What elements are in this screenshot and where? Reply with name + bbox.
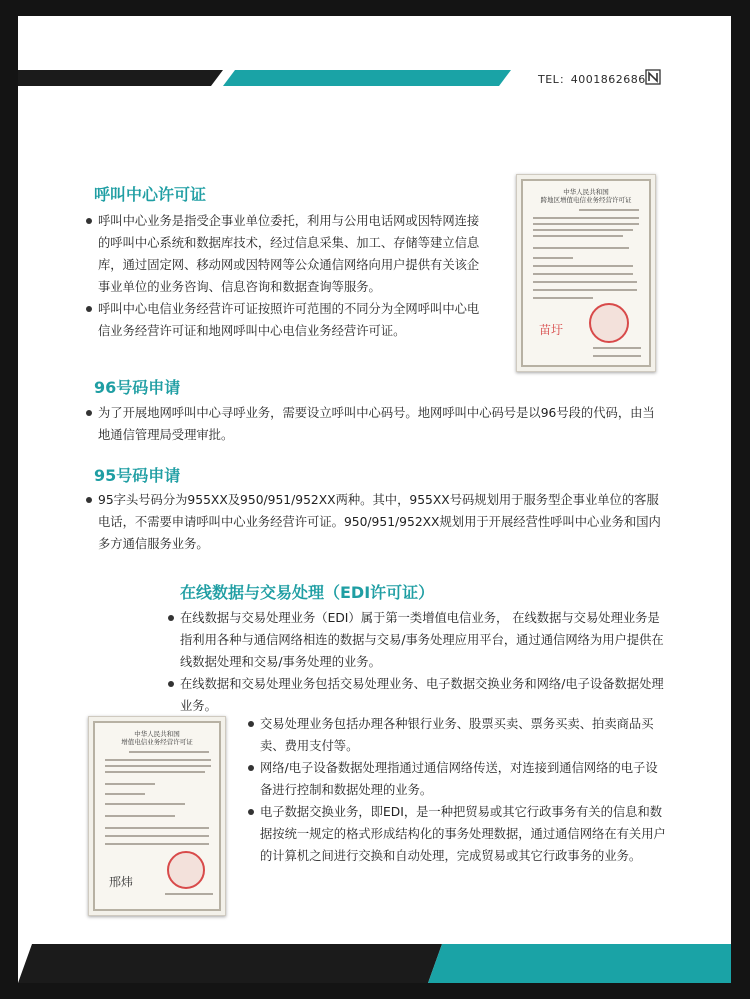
certificate-title-line2: 跨地区增值电信业务经营许可证 [540,196,632,204]
certificate-line [105,843,209,845]
certificate-line [105,827,209,829]
certificate-line [105,783,155,785]
certificate-frame [521,179,651,367]
certificate-line [533,217,639,219]
bullet-item: 电子数据交换业务，即EDI，是一种把贸易或其它行政事务有关的信息和数据按统一规定的格式形成结构化的事务处理数据，通过通信网络在有关用户的计算机之间进行交换和自动处理，完成贸易或其它行政事务的业务。 [248,801,668,867]
signature: 苗圩 [539,323,564,337]
section-title-call-center: 呼叫中心许可证 [94,185,207,204]
certificate-line [105,793,145,795]
certificate-line [105,803,185,805]
call-center-certificate-image [516,174,656,372]
certificate-line [533,223,639,225]
edi-text-top [168,607,668,717]
bullet-item: 在线数据和交易处理业务包括交易处理业务、电子数据交换业务和网络/电子设备数据处理业务。 [168,673,668,717]
bullet-item: 网络/电子设备数据处理指通过通信网络传送，对连接到通信网络的电子设备进行控制和数据处理的业务。 [248,757,668,801]
bullet-item: 呼叫中心电信业务经营许可证按照许可范围的不同分为全网呼叫中心电信业务经营许可证和地网呼叫中心电信业务经营许可证。 [86,298,490,342]
certificate-line [533,289,637,291]
certificate-line [105,835,209,837]
certificate-line [533,229,633,231]
section-title-edi: 在线数据与交易处理（EDI许可证） [180,583,435,602]
certificate-title-line1: 中华人民共和国 [563,188,609,196]
certificate-line [105,771,205,773]
tel-number: TEL：4001862686 [538,73,646,86]
certificate-line [165,893,213,895]
code-95-text [86,489,666,555]
bullet-item: 在线数据与交易处理业务（EDI）属于第一类增值电信业务， 在线数据与交易处理业务是指利用各种与通信网络相连的数据与交易/事务处理应用平台，通过通信网络为用户提供在线数据处理和交易/事务处理的业务。 [168,607,668,673]
certificate-frame [93,721,221,911]
footer-band-teal [428,944,731,983]
bullet-item: 95字头号码分为955XX及950/951/952XX两种。其中，955XX号码规划用于服务型企事业单位的客服电话，不需要申请呼叫中心业务经营许可证。950/951/952XX规划用于开展经营性呼叫中心业务和国内多方通信服务业务。 [86,489,666,555]
n-logo-icon [645,69,661,85]
edi-certificate-image [88,716,226,916]
footer-band-dark [18,944,442,983]
header-band-teal [223,70,511,86]
certificate-line [105,765,211,767]
document-page [18,16,731,983]
certificate-line [105,815,175,817]
red-seal-stamp [167,851,205,889]
red-seal-stamp [589,303,629,343]
certificate-line [533,257,573,259]
edi-text-bottom [248,713,668,867]
signature: 邢炜 [109,875,134,889]
certificate-title-line1: 中华人民共和国 [134,730,180,738]
certificate-line [593,355,641,357]
bullet-item: 交易处理业务包括办理各种银行业务、股票买卖、票务买卖、拍卖商品买卖、费用支付等。 [248,713,668,757]
bullet-item: 为了开展地网呼叫中心寻呼业务，需要设立呼叫中心码号。地网呼叫中心码号是以96号段的代码，由当地通信管理局受理审批。 [86,402,666,446]
certificate-title-line2: 增值电信业务经营许可证 [121,738,193,746]
certificate-line [533,273,633,275]
certificate-line [579,209,639,211]
certificate-line [533,297,593,299]
certificate-line [533,281,637,283]
certificate-line [533,265,633,267]
certificate-line [533,235,623,237]
header-band-dark [18,70,223,86]
bullet-item: 呼叫中心业务是指受企事业单位委托，利用与公用电话网或因特网连接的呼叫中心系统和数据库技术，经过信息采集、加工、存储等建立信息库，通过固定网、移动网或因特网等公众通信网络向用户提供有关该企事业单位的业务咨询、信息咨询和数据查询等服务。 [86,210,490,298]
certificate-line [533,247,629,249]
certificate-line [129,751,209,753]
section-title-96: 96号码申请 [94,378,181,397]
certificate-line [593,347,641,349]
certificate-line [105,759,211,761]
section-title-95: 95号码申请 [94,466,181,485]
call-center-text [86,210,490,342]
code-96-text [86,402,666,446]
